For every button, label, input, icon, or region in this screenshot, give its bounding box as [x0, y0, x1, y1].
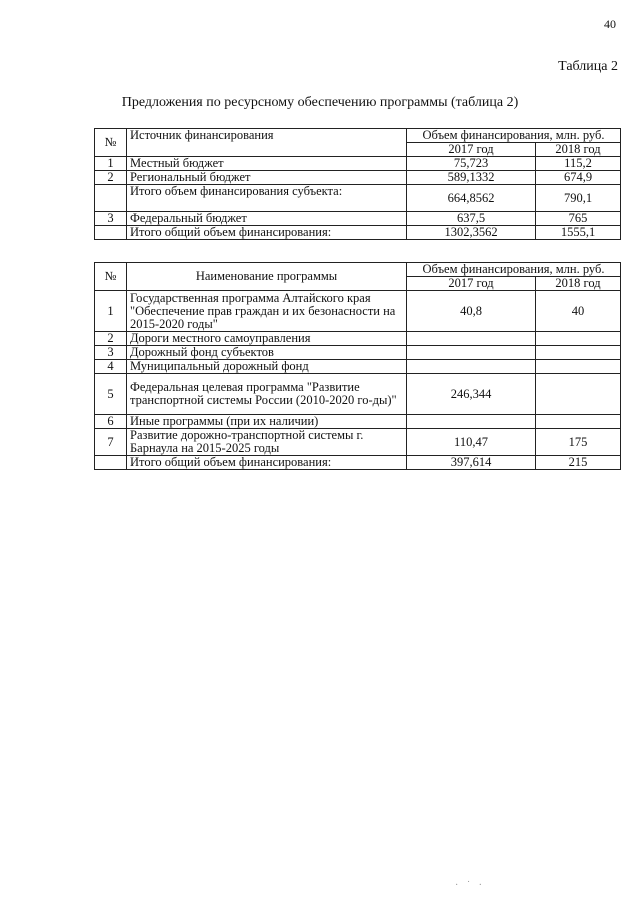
row-num: 4	[95, 360, 127, 374]
funding-sources-table	[94, 128, 621, 240]
row-value-2018: 790,1	[536, 185, 621, 212]
row-source-name: Местный бюджет	[127, 157, 407, 171]
row-value-2018: 175	[536, 429, 621, 456]
column-header-volume: Объем финансирования, млн. руб.	[407, 263, 621, 277]
row-value-2018	[536, 374, 621, 415]
table-label: Таблица 2	[558, 59, 618, 74]
row-value-2018	[536, 332, 621, 346]
row-value-2017	[407, 415, 536, 429]
row-value-2018: 40	[536, 291, 621, 332]
column-header-2017: 2017 год	[407, 143, 536, 157]
row-num: 2	[95, 171, 127, 185]
row-num: 3	[95, 212, 127, 226]
scan-artifact: · ˙ ·	[455, 880, 485, 891]
column-header-program: Наименование программы	[127, 263, 407, 291]
row-value-2017: 1302,3562	[407, 226, 536, 240]
row-value-2018: 1555,1	[536, 226, 621, 240]
row-value-2017: 397,614	[407, 456, 536, 470]
row-num: 5	[95, 374, 127, 415]
row-num: 6	[95, 415, 127, 429]
row-source-name: Итого объем финансирования субъекта:	[127, 185, 407, 212]
table-row	[95, 291, 621, 332]
row-value-2018: 674,9	[536, 171, 621, 185]
table-row	[95, 429, 621, 456]
table-row	[95, 157, 621, 171]
table-row	[95, 374, 621, 415]
column-header-2017: 2017 год	[407, 277, 536, 291]
row-value-2017: 110,47	[407, 429, 536, 456]
row-value-2018	[536, 415, 621, 429]
row-num	[95, 226, 127, 240]
table-row	[95, 171, 621, 185]
table-header-row	[95, 129, 621, 143]
row-value-2018: 115,2	[536, 157, 621, 171]
table-row	[95, 346, 621, 360]
column-header-num: №	[95, 129, 127, 157]
row-value-2018	[536, 346, 621, 360]
row-value-2017: 664,8562	[407, 185, 536, 212]
row-value-2017: 40,8	[407, 291, 536, 332]
row-num	[95, 185, 127, 212]
row-value-2018	[536, 360, 621, 374]
row-value-2018: 765	[536, 212, 621, 226]
row-value-2017: 637,5	[407, 212, 536, 226]
row-program-name: Федеральная целевая программа "Развитие транспортной системы России (2010-2020 го-ды)"	[127, 374, 407, 415]
row-program-name: Развитие дорожно-транспортной системы г. Барнаула на 2015-2025 годы	[127, 429, 407, 456]
row-value-2017: 75,723	[407, 157, 536, 171]
row-num: 2	[95, 332, 127, 346]
row-source-name: Региональный бюджет	[127, 171, 407, 185]
row-num: 3	[95, 346, 127, 360]
document-title: Предложения по ресурсному обеспечению программы (таблица 2)	[121, 95, 519, 110]
row-value-2017: 589,1332	[407, 171, 536, 185]
table-row	[95, 415, 621, 429]
table-row	[95, 360, 621, 374]
row-num	[95, 456, 127, 470]
page-number: 40	[604, 17, 616, 31]
column-header-2018: 2018 год	[536, 143, 621, 157]
row-program-name: Итого общий объем финансирования:	[127, 456, 407, 470]
row-num: 7	[95, 429, 127, 456]
column-header-2018: 2018 год	[536, 277, 621, 291]
row-num: 1	[95, 291, 127, 332]
programs-table	[94, 262, 621, 470]
row-value-2017	[407, 332, 536, 346]
column-header-volume: Объем финансирования, млн. руб.	[407, 129, 621, 143]
row-source-name: Итого общий объем финансирования:	[127, 226, 407, 240]
table-total-row	[95, 226, 621, 240]
column-header-source: Источник финансирования	[127, 129, 407, 157]
table-row	[95, 212, 621, 226]
row-program-name: Дорожный фонд субъектов	[127, 346, 407, 360]
column-header-num: №	[95, 263, 127, 291]
row-value-2018: 215	[536, 456, 621, 470]
row-value-2017	[407, 346, 536, 360]
row-program-name: Дороги местного самоуправления	[127, 332, 407, 346]
row-value-2017: 246,344	[407, 374, 536, 415]
table-total-row	[95, 456, 621, 470]
row-program-name: Муниципальный дорожный фонд	[127, 360, 407, 374]
table-row	[95, 185, 621, 212]
row-program-name: Иные программы (при их наличии)	[127, 415, 407, 429]
row-source-name: Федеральный бюджет	[127, 212, 407, 226]
table-header-row	[95, 263, 621, 277]
table-row	[95, 332, 621, 346]
row-program-name: Государственная программа Алтайского края "Обеспечение прав граждан и их безонасности на 2015-2020 годы"	[127, 291, 407, 332]
row-value-2017	[407, 360, 536, 374]
row-num: 1	[95, 157, 127, 171]
